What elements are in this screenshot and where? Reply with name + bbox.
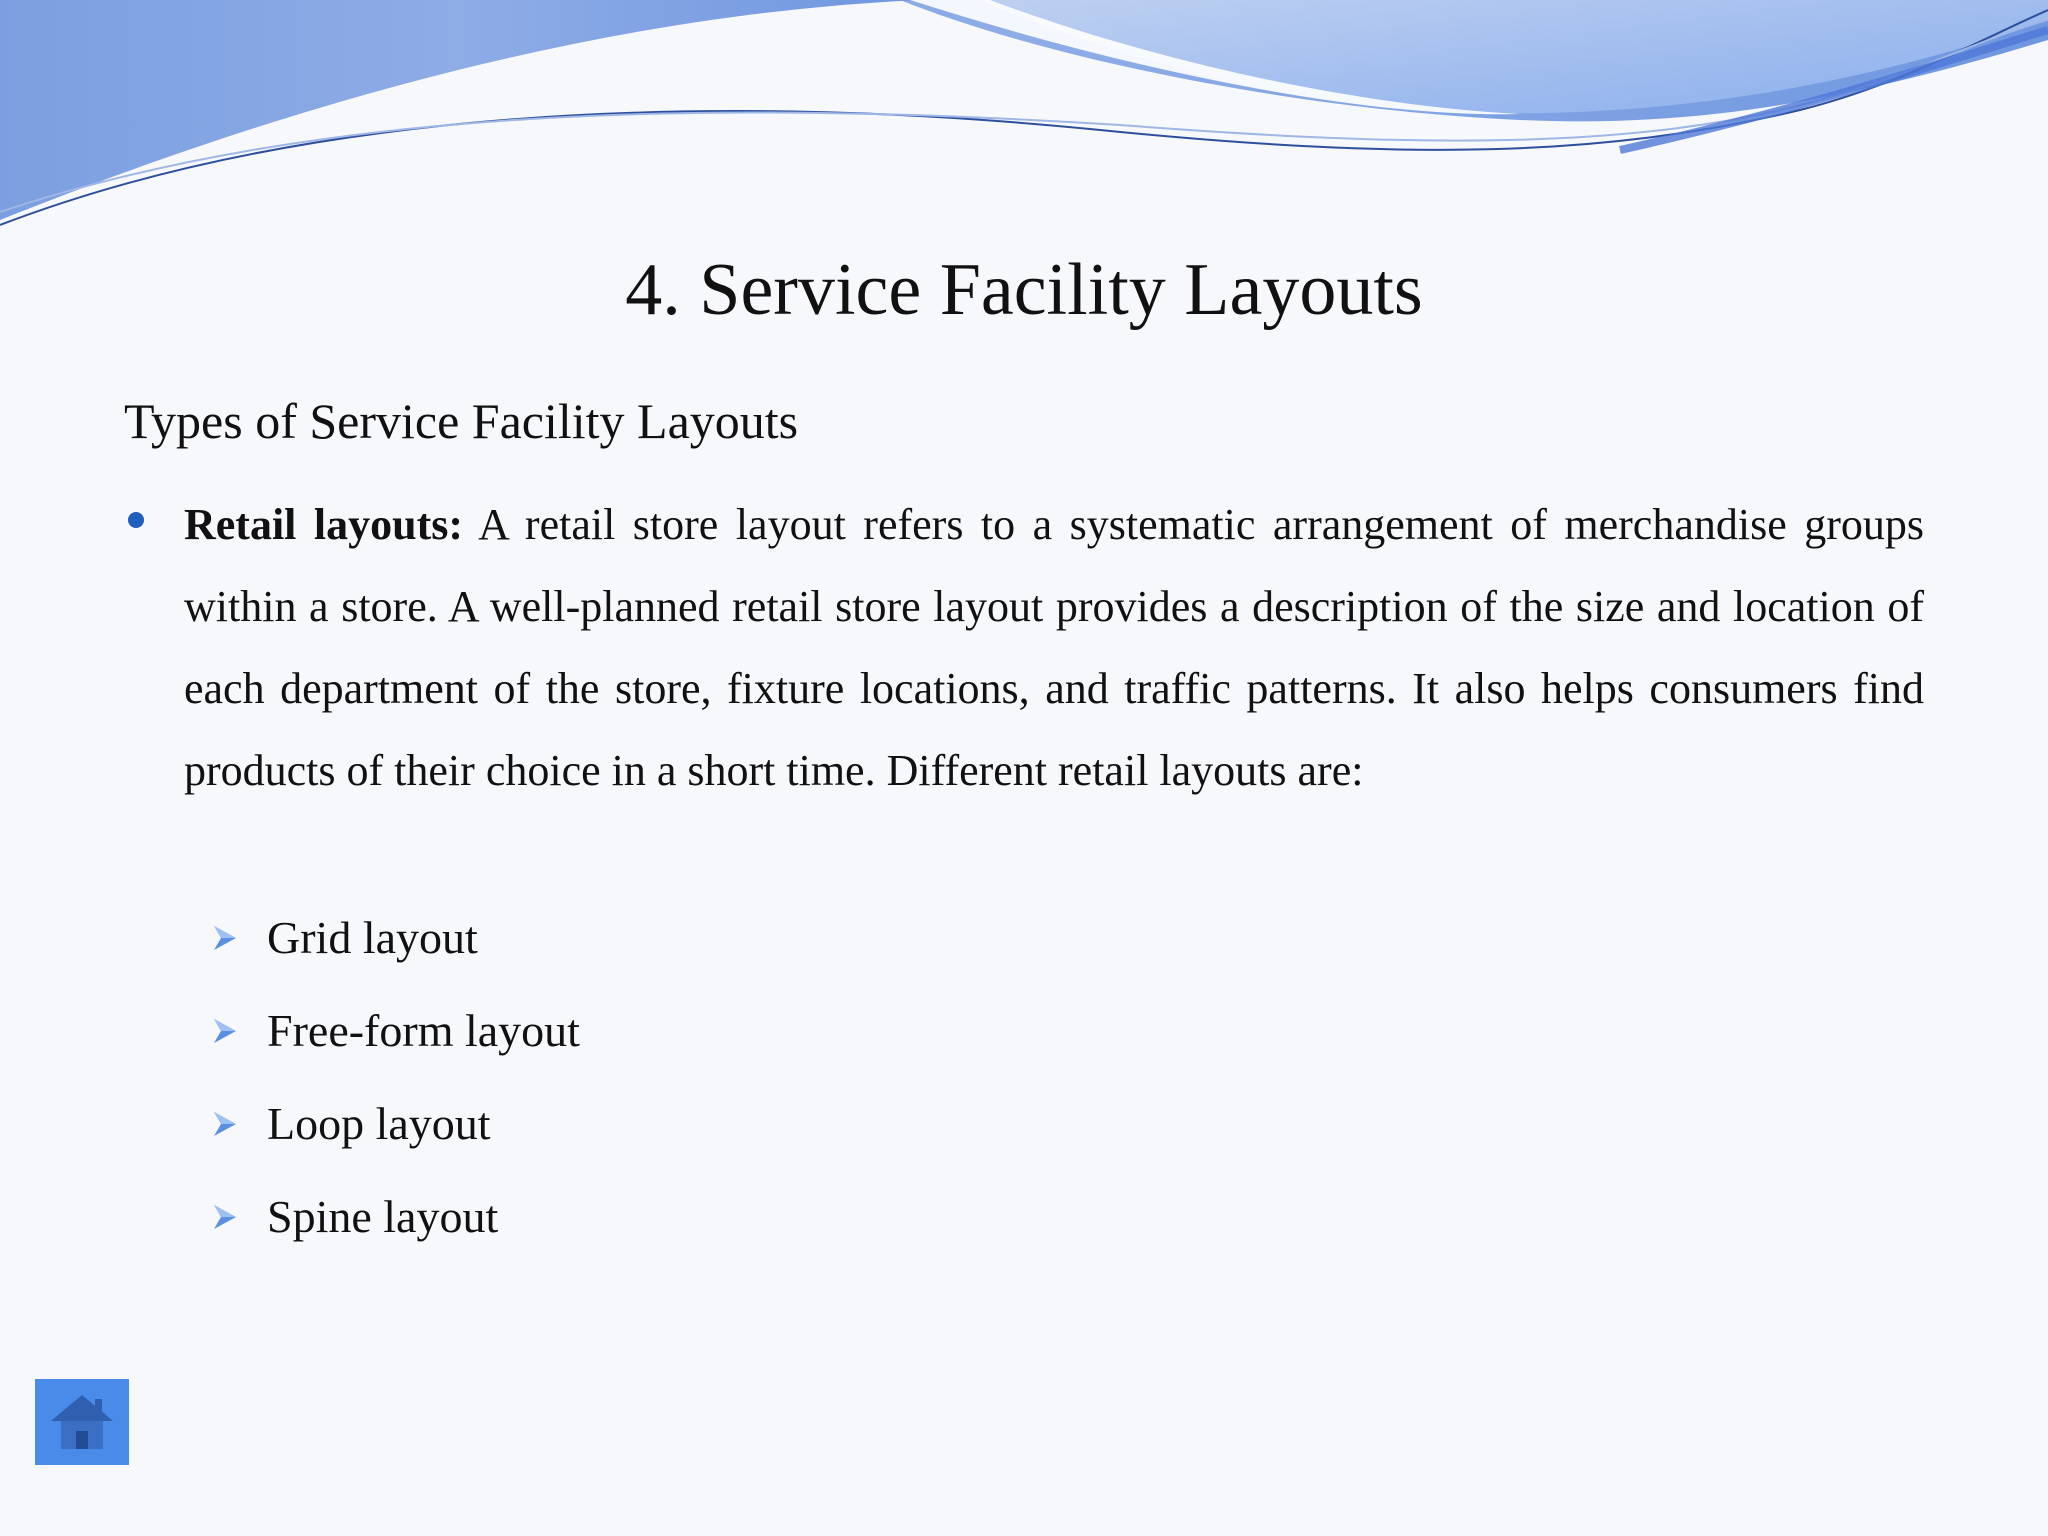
arrow-bullet-icon xyxy=(212,1203,238,1231)
bullet-paragraph xyxy=(184,484,1924,812)
section-subheading: Types of Service Facility Layouts xyxy=(124,393,799,449)
arrow-bullet-icon xyxy=(212,1110,238,1138)
slide-title: 4. Service Facility Layouts xyxy=(625,249,1423,331)
arrow-bullet-icon xyxy=(212,924,238,952)
arrow-bullet-icon xyxy=(212,1017,238,1045)
list-item-label: Spine layout xyxy=(267,1191,499,1242)
bullet-label: Retail layouts: xyxy=(184,500,464,549)
bullet-dot-icon xyxy=(128,512,144,528)
header-wave-decoration xyxy=(0,0,2048,240)
list-item-label: Free-form layout xyxy=(267,1005,580,1056)
list-item-label: Grid layout xyxy=(267,912,478,963)
list-item-label: Loop layout xyxy=(267,1098,491,1149)
home-icon xyxy=(49,1391,115,1453)
bullet-body-text: A retail store layout refers to a systematic arrangement of merchandise groups within a store. A well-planned retail store layout provides a description of the size and location of each department of the store, fixture locations, and traffic patterns. It also helps consumers find products of their choice in a short time. Different retail layouts are: xyxy=(184,500,1925,795)
home-button[interactable] xyxy=(35,1379,129,1465)
